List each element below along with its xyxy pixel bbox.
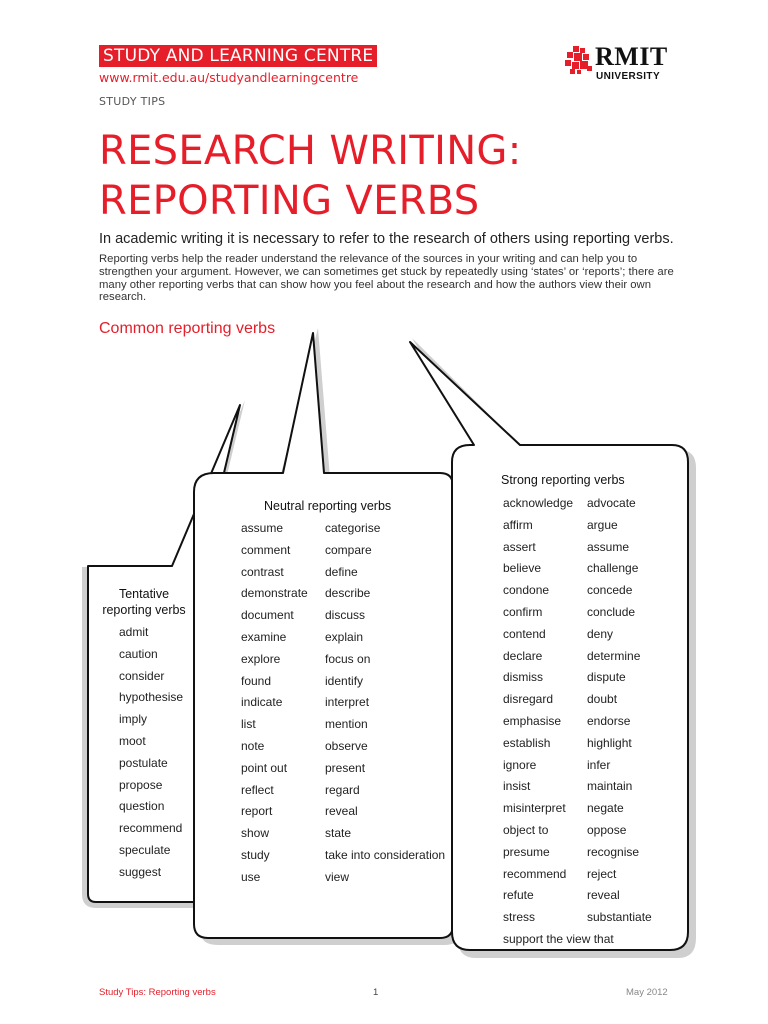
strong-verb: dismiss — [503, 670, 544, 685]
tentative-verb: hypothesise — [119, 690, 184, 705]
strong-verb: object to — [503, 823, 549, 837]
neutral-verb: report — [241, 804, 273, 819]
intro-text: In academic writing it is necessary to refer to the research of others using reporting verbs. — [99, 231, 674, 247]
strong-verb: recommend — [503, 866, 567, 881]
neutral-verb: take into consideration — [325, 848, 446, 862]
strong-bubble — [410, 342, 688, 950]
strong-verb: presume — [503, 844, 550, 859]
neutral-verb: describe — [325, 586, 371, 601]
strong-verb: infer — [587, 757, 611, 772]
logo-subtitle: UNIVERSITY — [596, 71, 661, 82]
neutral-verb: define — [325, 564, 358, 579]
neutral-verb: identify — [325, 673, 364, 688]
tentative-verb: recommend — [119, 821, 183, 836]
neutral-verb: focus on — [325, 651, 371, 666]
tentative-title-line1: Tentative — [118, 587, 170, 601]
strong-verb: reveal — [587, 888, 620, 903]
page-title-line2: REPORTING VERBS — [99, 178, 480, 224]
tentative-verb: propose — [119, 777, 163, 792]
neutral-verb: document — [241, 608, 294, 623]
strong-verb: assume — [587, 539, 630, 554]
neutral-verb: compare — [325, 542, 372, 557]
strong-verb: determine — [587, 648, 641, 663]
footer-date: May 2012 — [626, 987, 668, 998]
neutral-verb: categorise — [325, 521, 381, 535]
strong-verb: oppose — [587, 823, 627, 837]
strong-verb: negate — [587, 801, 624, 816]
neutral-verb: state — [325, 826, 352, 841]
section-label: STUDY TIPS — [99, 95, 166, 108]
page-title-line1: RESEARCH WRITING: — [99, 128, 522, 174]
neutral-verb: point out — [241, 760, 288, 775]
neutral-verb: regard — [325, 782, 360, 797]
strong-verb: refute — [503, 888, 534, 903]
neutral-verb: examine — [241, 630, 287, 644]
neutral-verb: reflect — [241, 782, 274, 797]
strong-verb: affirm — [503, 517, 533, 532]
strong-verb: support the view that — [503, 932, 614, 946]
strong-verb: assert — [503, 539, 536, 554]
neutral-verb: use — [241, 869, 261, 884]
strong-verb: dispute — [587, 670, 626, 685]
strong-verb: reject — [587, 866, 617, 881]
strong-verb: deny — [587, 626, 614, 641]
strong-verb: substantiate — [587, 910, 652, 925]
logo-name: RMIT — [595, 42, 668, 71]
strong-verb: establish — [503, 735, 551, 750]
strong-verb: concede — [587, 583, 633, 598]
neutral-verb: list — [241, 717, 256, 732]
strong-verb: doubt — [587, 692, 618, 707]
website-url[interactable]: www.rmit.edu.au/studyandlearningcentre — [99, 70, 359, 85]
neutral-verb: explain — [325, 630, 364, 644]
strong-verb: disregard — [503, 692, 554, 707]
strong-verb: ignore — [503, 757, 537, 772]
strong-verb: recognise — [587, 844, 640, 859]
tentative-title — [96, 586, 192, 618]
tentative-title-line2: reporting verbs — [102, 603, 186, 617]
strong-verb: argue — [587, 517, 618, 532]
neutral-verb: present — [325, 760, 366, 775]
neutral-verb: indicate — [241, 695, 283, 710]
tentative-verb: suggest — [119, 864, 162, 879]
neutral-verb: observe — [325, 739, 368, 753]
footer-title: Study Tips: Reporting verbs — [99, 987, 216, 998]
neutral-verb: note — [241, 739, 265, 753]
strong-verb: conclude — [587, 605, 636, 619]
strong-title: Strong reporting verbs — [501, 473, 625, 487]
neutral-verb: study — [241, 848, 270, 862]
strong-verb: insist — [503, 779, 531, 794]
tentative-verb: postulate — [119, 755, 168, 770]
strong-verb: emphasise — [503, 714, 562, 728]
strong-verb: confirm — [503, 605, 543, 619]
neutral-verb: found — [241, 673, 272, 688]
strong-verb: stress — [503, 910, 536, 925]
header-banner: STUDY AND LEARNING CENTRE — [99, 45, 377, 67]
strong-verb: endorse — [587, 714, 631, 728]
neutral-verb: interpret — [325, 695, 370, 710]
neutral-verb: reveal — [325, 804, 358, 819]
common-verbs-heading: Common reporting verbs — [99, 320, 276, 337]
strong-verb: misinterpret — [503, 801, 566, 816]
neutral-title: Neutral reporting verbs — [264, 499, 392, 513]
tentative-verb: question — [119, 799, 165, 814]
tentative-verb: imply — [119, 712, 148, 727]
strong-verb: acknowledge — [503, 496, 574, 510]
strong-verb: highlight — [587, 735, 632, 750]
tentative-verb: moot — [119, 734, 146, 748]
page-number: 1 — [373, 987, 379, 998]
neutral-verb: mention — [325, 717, 368, 732]
strong-verb: contend — [503, 626, 546, 641]
tentative-verb: speculate — [119, 843, 171, 857]
neutral-verb: view — [325, 869, 350, 884]
strong-verb: challenge — [587, 561, 639, 576]
neutral-verb: comment — [241, 542, 291, 557]
strong-verb: condone — [503, 583, 550, 598]
neutral-verb: show — [241, 826, 270, 841]
strong-verb: advocate — [587, 496, 636, 510]
neutral-verb: explore — [241, 651, 281, 666]
strong-verb: maintain — [587, 779, 633, 794]
strong-verb: declare — [503, 648, 543, 663]
strong-verb: believe — [503, 561, 542, 576]
tentative-verb: caution — [119, 646, 158, 661]
tentative-verb: admit — [119, 625, 149, 639]
neutral-verb: contrast — [241, 564, 284, 579]
intro-paragraph: Reporting verbs help the reader understand the relevance of the sources in your writing and can help you to strengthen your argument. However, we can sometimes get stuck by repeatedly using ‘states’ or ‘reports’; there are many other reporting verbs that can show how you feel about the research and how the authors view their own research. — [99, 253, 674, 304]
tentative-verb: consider — [119, 668, 165, 683]
neutral-verb: demonstrate — [241, 586, 308, 601]
neutral-verb: discuss — [325, 608, 366, 623]
neutral-verb: assume — [241, 521, 284, 535]
